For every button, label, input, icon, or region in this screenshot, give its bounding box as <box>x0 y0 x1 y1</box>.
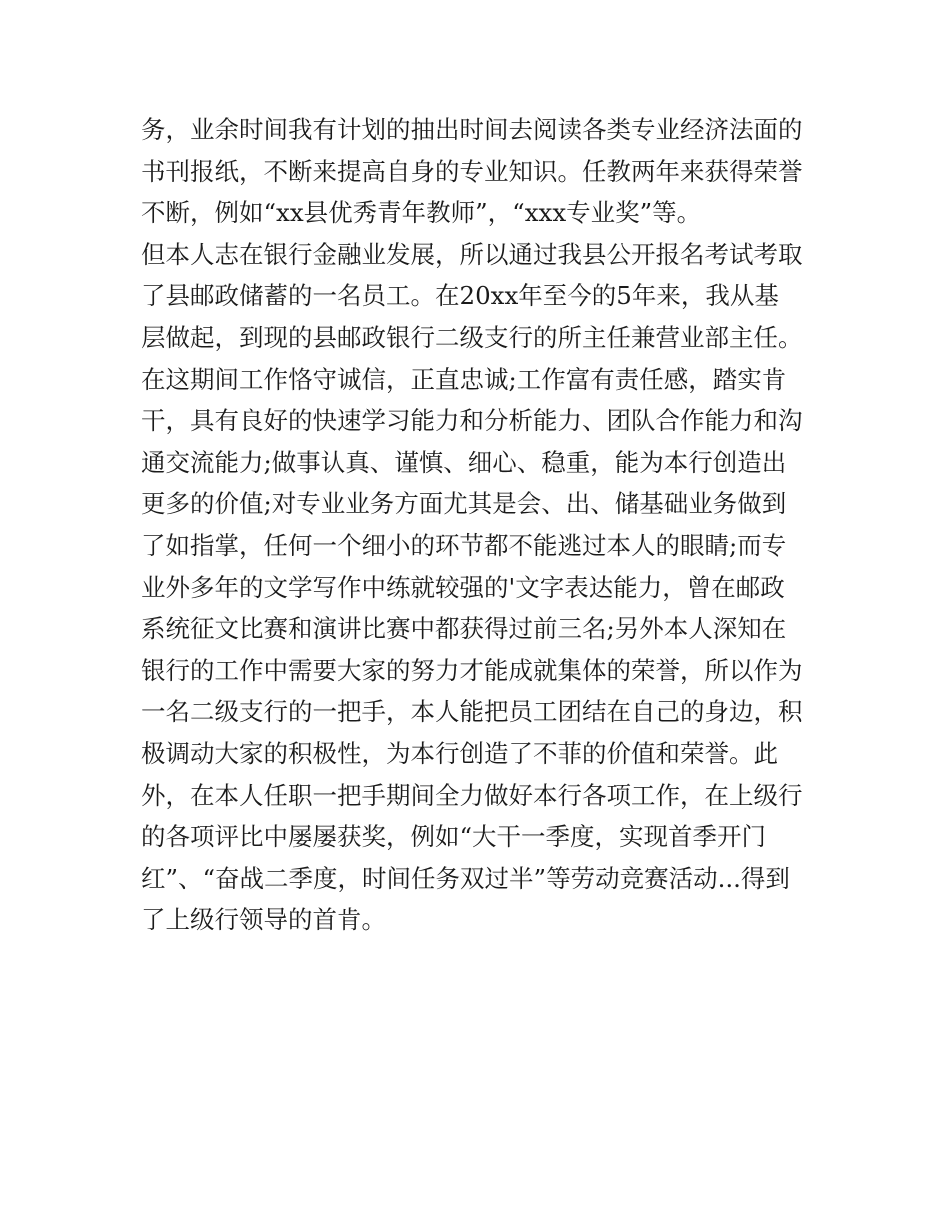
text-line: 的各项评比中屡屡获奖，例如“大干一季度，实现首季开门 <box>141 822 767 852</box>
text-line: 书刊报纸，不断来提高自身的专业知识。任教两年来获得荣誉 <box>141 156 803 186</box>
text-line: 了县邮政储蓄的一名员工。在20xx年至今的5年来，我从基 <box>141 281 779 311</box>
text-line: 层做起，到现的县邮政银行二级支行的所主任兼营业部主任。 <box>141 322 803 352</box>
text-line: 通交流能力;做事认真、谨慎、细心、稳重，能为本行创造出 <box>141 447 787 477</box>
text-line: 了如指掌，任何一个细小的环节都不能逃过本人的眼睛;而专 <box>141 530 787 560</box>
text-line: 务，业余时间我有计划的抽出时间去阅读各类专业经济法面的 <box>141 115 803 144</box>
text-line: 一名二级支行的一把手，本人能把员工团结在自己的身边，积 <box>141 697 803 727</box>
text-line: 了上级行领导的首肯。 <box>141 905 386 935</box>
text-line: 银行的工作中需要大家的努力才能成就集体的荣誉，所以作为 <box>141 655 803 685</box>
text-line: 外，在本人任职一把手期间全力做好本行各项工作，在上级行 <box>141 780 803 810</box>
text-line: 在这期间工作恪守诚信，正直忠诚;工作富有责任感，踏实肯 <box>141 364 787 394</box>
text-line: 不断，例如“xx县优秀青年教师”，“xxx专业奖”等。 <box>141 198 702 228</box>
text-line: 业外多年的文学写作中练就较强的'文字表达能力，曾在邮政 <box>141 572 785 602</box>
text-line: 红”、“奋战二季度，时间任务双过半”等劳动竞赛活动...得到 <box>141 863 790 893</box>
text-line: 极调动大家的积极性，为本行创造了不菲的价值和荣誉。此 <box>141 738 778 768</box>
text-line: 干，具有良好的快速学习能力和分析能力、团队合作能力和沟 <box>141 406 803 436</box>
text-line: 但本人志在银行金融业发展，所以通过我县公开报名考试考取 <box>141 239 803 269</box>
text-line: 系统征文比赛和演讲比赛中都获得过前三名;另外本人深知在 <box>141 614 787 644</box>
body-text <box>141 110 821 942</box>
text-line: 更多的价值;对专业业务方面尤其是会、出、储基础业务做到 <box>141 489 787 519</box>
